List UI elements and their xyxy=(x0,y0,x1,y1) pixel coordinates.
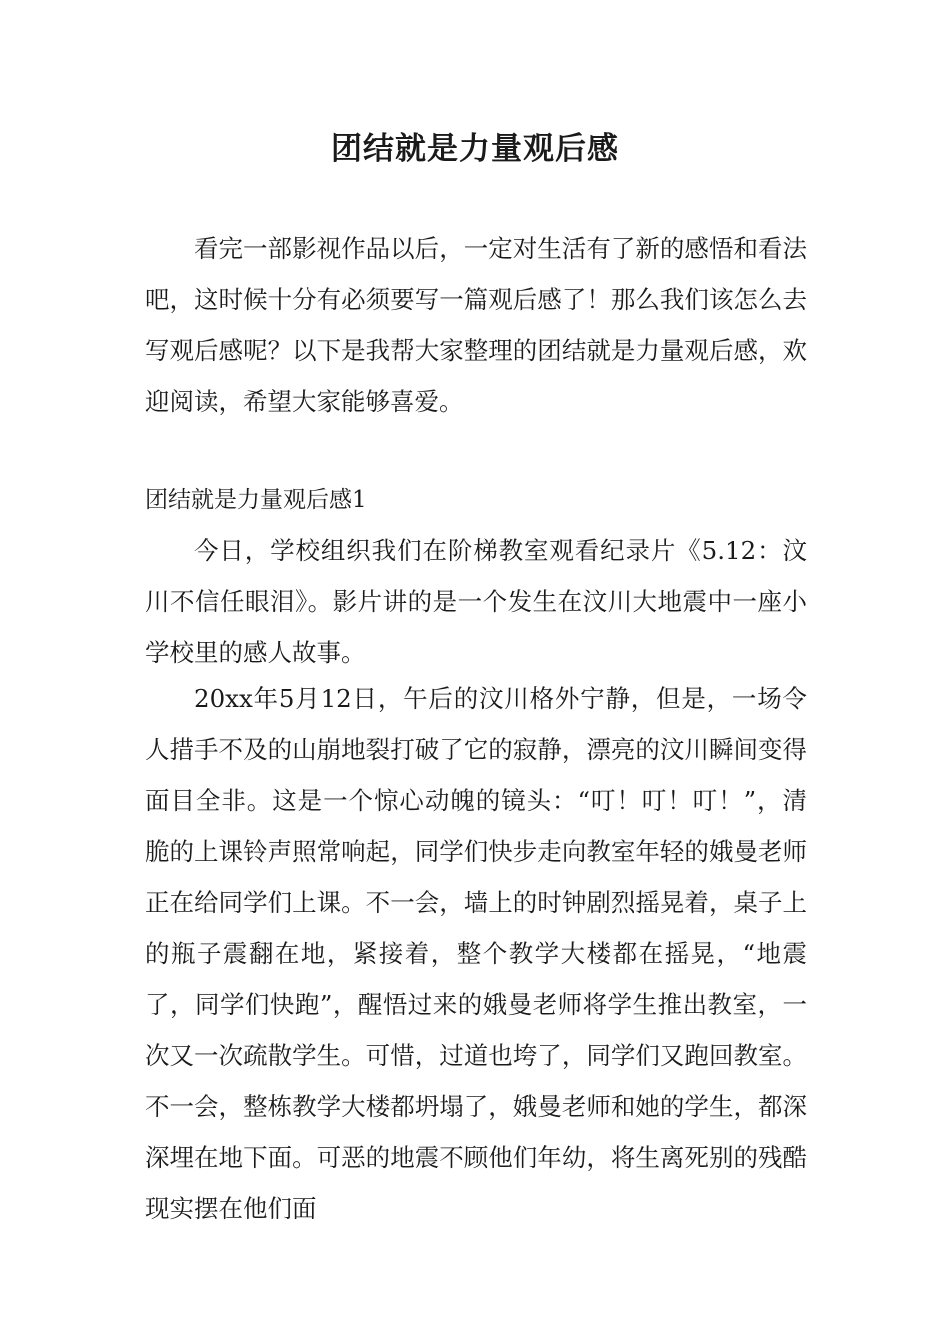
body-paragraph-1: 今日，学校组织我们在阶梯教室观看纪录片《5.12：汶川不信任眼泪》。影片讲的是一个发生在汶川大地震中一座小学校里的感人故事。 xyxy=(145,536,807,667)
section-heading: 团结就是力量观后感1 xyxy=(145,487,367,513)
document-title: 团结就是力量观后感 xyxy=(331,131,619,167)
body-paragraph-2: 20xx年5月12日，午后的汶川格外宁静，但是，一场令人措手不及的山崩地裂打破了它的寂静，漂亮的汶川瞬间变得面目全非。这是一个惊心动魄的镜头：“叮！叮！叮！”，清脆的上课铃声照常响起，同学们快步走向教室年轻的娥曼老师正在给同学们上课。不一会，墙上的时钟剧烈摇晃着，桌子上的瓶子震翻在地，紧接着，整个教学大楼都在摇晃，“地震了，同学们快跑”，醒悟过来的娥曼老师将学生推出教室，一次又一次疏散学生。可惜，过道也垮了，同学们又跑回教室。不一会，整栋教学大楼都坍塌了，娥曼老师和她的学生，都深深埋在地下面。可恶的地震不顾他们年幼，将生离死别的残酷现实摆在他们面 xyxy=(145,684,807,1223)
intro-paragraph: 看完一部影视作品以后，一定对生活有了新的感悟和看法吧，这时候十分有必须要写一篇观后感了！那么我们该怎么去写观后感呢？以下是我帮大家整理的团结就是力量观后感，欢迎阅读，希望大家能够喜爱。 xyxy=(145,234,807,416)
